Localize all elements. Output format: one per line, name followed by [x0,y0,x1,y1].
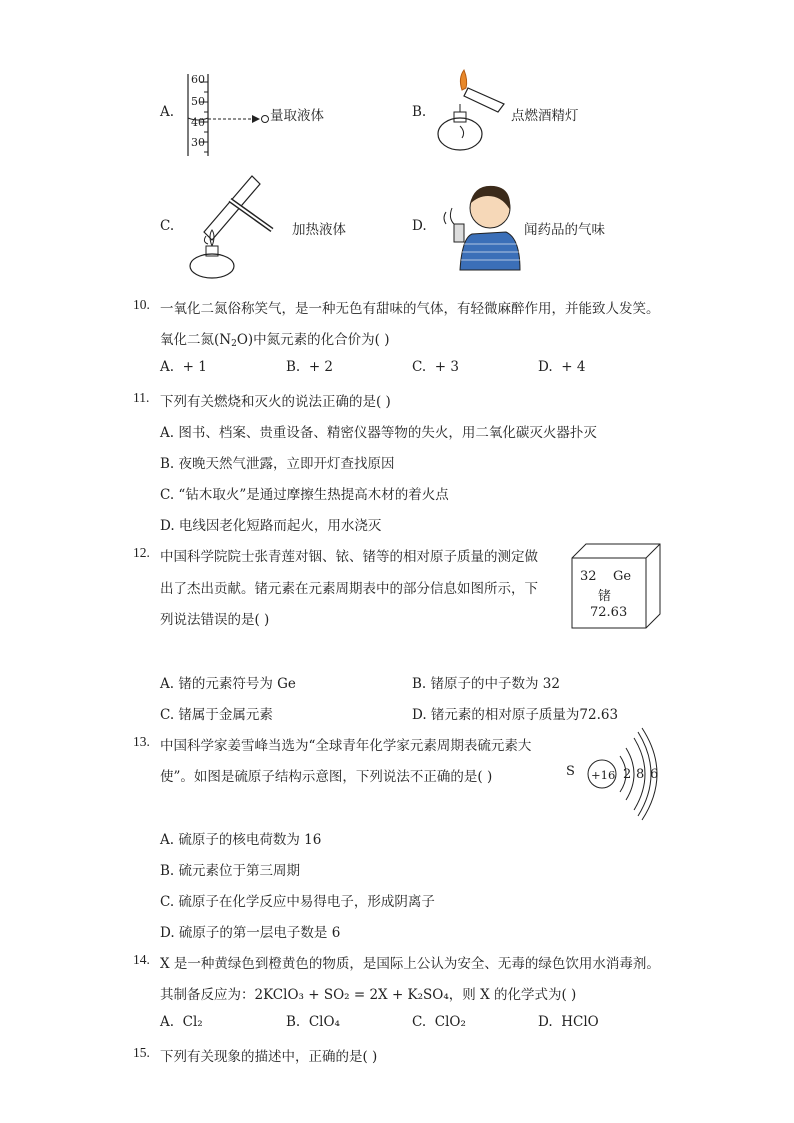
question-number: 14. [133,952,150,967]
shell-1-electrons: 2 [623,767,632,782]
question-number: 11. [133,390,150,405]
tick-label: 60 [191,73,205,86]
option-caption: 点燃酒精灯 [511,108,579,124]
option-letter: D. [412,218,427,234]
option-d: D. HClO [538,1014,599,1030]
nucleus-charge: +16 [591,768,616,782]
boy-smelling-chemical-image [432,178,524,272]
option-d: D. + 4 [538,359,586,375]
option-a: A. Cl₂ [160,1014,203,1030]
option-a: A. + 1 [160,359,207,375]
element-name: 锗 [598,589,612,604]
option-letter: B. [412,104,427,120]
tick-label: 30 [191,136,205,149]
question-stem-line3: 列说法错误的是( ) [160,612,270,628]
question-stem-line2: 使”。如图是硫原子结构示意图，下列说法不正确的是( ) [160,769,493,785]
question-number: 15. [133,1045,150,1060]
question-stem: 一氧化二氮俗称笑气，是一种无色有甜味的气体，有轻微麻醉作用，并能致人发笑。 [160,301,660,317]
option-caption: 闻药品的气味 [524,222,605,238]
option-a: A. 锗的元素符号为 Ge [160,676,296,692]
option-caption: 量取液体 [270,108,324,124]
option-letter: A. [160,104,175,120]
question-stem-line2: 其制备反应为：2KClO₃ + SO₂ = 2X + K₂SO₄，则 X 的化学式为( ) [160,987,577,1003]
option-c: C. + 3 [412,359,459,375]
question-stem: 下列有关燃烧和灭火的说法正确的是( ) [160,394,391,410]
question-stem-line1: 中国科学家姜雪峰当选为“全球青年化学家元素周期表硫元素大 [160,738,532,754]
option-a: A. 硫原子的核电荷数为 16 [160,832,322,848]
question-stem-line1: X 是一种黄绿色到橙黄色的物质，是国际上公认为安全、无毒的绿色饮用水消毒剂。 [160,956,660,972]
tick-label: 40 [191,116,205,129]
alcohol-lamp-lighting-image [432,68,512,156]
question-stem-line1: 中国科学院院士张青莲对铟、铱、锗等的相对原子质量的测定做 [160,549,538,565]
option-c: C. 硫原子在化学反应中易得电子，形成阴离子 [160,894,435,910]
shell-3-electrons: 6 [650,767,659,782]
question-number: 12. [133,545,150,560]
element-symbol: Ge [613,569,632,584]
option-b: B. 锗原子的中子数为 32 [412,676,560,692]
atom-symbol: S [566,764,575,779]
question-stem-line2: 氧化二氮$(N_2O)$中氮元素的化合价为( ) [160,332,390,349]
question-number: 10. [133,297,150,312]
option-b: B. + 2 [286,359,334,375]
question-stem: 下列有关现象的描述中，正确的是( ) [160,1049,378,1065]
question-number: 13. [133,734,150,749]
option-b: B. 夜晚天然气泄露，立即开灯查找原因 [160,456,395,472]
atomic-number: 32 [580,569,597,584]
option-b: B. ClO₄ [286,1014,340,1030]
option-b: B. 硫元素位于第三周期 [160,863,301,879]
option-c: C. “钻木取火”是通过摩擦生热提高木材的着火点 [160,487,449,503]
question-stem-line2: 出了杰出贡献。锗元素在元素周期表中的部分信息如图所示，下 [160,581,538,597]
option-d: D. 锗元素的相对原子质量为72.63 [412,707,619,723]
option-d: D. 电线因老化短路而起火，用水浇灭 [160,518,382,534]
option-a: A. 图书、档案、贵重设备、精密仪器等物的失火，用二氧化碳灭火器扑灭 [160,425,597,441]
option-d: D. 硫原子的第一层电子数是 6 [160,925,341,941]
option-caption: 加热液体 [292,222,346,238]
test-tube-heating-image [182,170,282,282]
tick-label: 50 [191,95,205,108]
shell-2-electrons: 8 [636,767,645,782]
option-c: C. 锗属于金属元素 [160,707,273,723]
option-letter: C. [160,218,175,234]
atomic-mass: 72.63 [590,605,628,620]
option-c: C. ClO₂ [412,1014,466,1030]
